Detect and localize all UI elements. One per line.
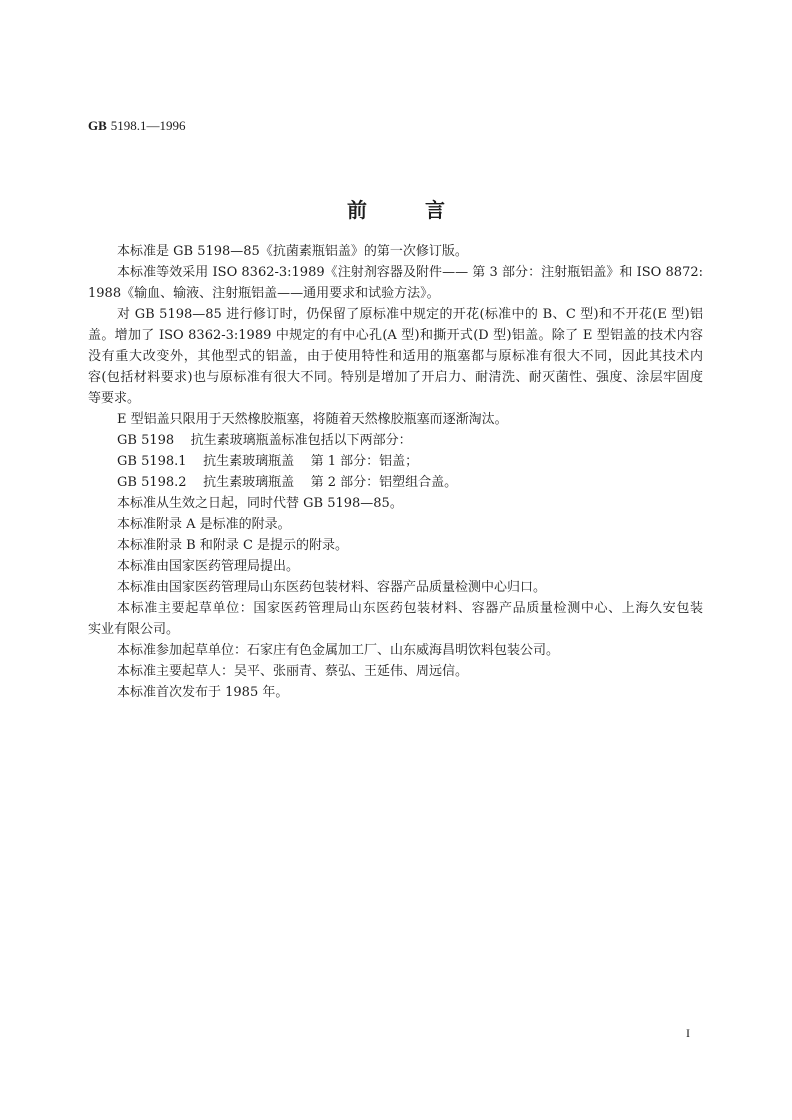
paragraph-line: 本标准等效采用 ISO 8362-3:1989《注射剂容器及附件—— 第 3 部分：注射瓶铝盖》和 ISO 8872: xyxy=(117,265,703,280)
paragraph-line: E 型铝盖只限用于天然橡胶瓶塞，将随着天然橡胶瓶塞而逐渐淘汰。 xyxy=(117,412,508,427)
foreword-body xyxy=(88,241,703,703)
standard-prefix: GB xyxy=(88,118,107,133)
paragraph-line: 本标准由国家医药管理局提出。 xyxy=(117,559,300,574)
page-title: 前言 xyxy=(347,198,503,222)
paragraph xyxy=(88,640,703,661)
paragraph-line: GB 5198.2 抗生素玻璃瓶盖 第 2 部分：铝塑组合盖。 xyxy=(117,475,458,490)
paragraph-line: 本标准是 GB 5198—85《抗菌素瓶铝盖》的第一次修订版。 xyxy=(117,244,468,259)
paragraph-line: 本标准附录 B 和附录 C 是提示的附录。 xyxy=(117,538,349,553)
paragraph xyxy=(88,661,703,682)
paragraph-line: 本标准首次发布于 1985 年。 xyxy=(117,685,289,700)
paragraph xyxy=(88,682,703,703)
paragraph-line: 盖。增加了 ISO 8362-3:1989 中规定的有中心孔(A 型)和撕开式(D 型)铝盖。除了 E 型铝盖的技术内容 xyxy=(88,328,703,343)
paragraph-line: 本标准主要起草单位：国家医药管理局山东医药包装材料、容器产品质量检测中心、上海久安包装 xyxy=(117,601,703,616)
paragraph xyxy=(88,304,703,409)
standard-number: 5198.1—1996 xyxy=(110,118,186,133)
paragraph xyxy=(88,535,703,556)
paragraph xyxy=(88,430,703,451)
paragraph-line: 没有重大改变外，其他型式的铝盖，由于使用特性和适用的瓶塞都与原标准有很大不同，因此其技术内 xyxy=(88,349,703,364)
paragraph xyxy=(88,241,703,262)
paragraph-line: GB 5198.1 抗生素玻璃瓶盖 第 1 部分：铝盖； xyxy=(117,454,419,469)
paragraph-line: 本标准由国家医药管理局山东医药包装材料、容器产品质量检测中心归口。 xyxy=(117,580,547,595)
paragraph-line: 容(包括材料要求)也与原标准有很大不同。特别是增加了开启力、耐清洗、耐灭菌性、强度、涂层牢固度 xyxy=(88,370,703,385)
paragraph xyxy=(88,409,703,430)
paragraph-line: 本标准主要起草人：吴平、张丽青、蔡弘、王延伟、周远信。 xyxy=(117,664,469,679)
paragraph-line: 本标准从生效之日起，同时代替 GB 5198—85。 xyxy=(117,496,403,511)
paragraph xyxy=(88,598,703,640)
paragraph-line: 本标准参加起草单位：石家庄有色金属加工厂、山东威海昌明饮料包装公司。 xyxy=(117,643,560,658)
paragraph xyxy=(88,577,703,598)
paragraph-line: 对 GB 5198—85 进行修订时，仍保留了原标准中规定的开花(标准中的 B、C 型)和不开花(E 型)铝 xyxy=(117,307,703,322)
page-number: I xyxy=(686,1026,690,1040)
paragraph-line: 等要求。 xyxy=(88,391,141,406)
paragraph xyxy=(88,556,703,577)
paragraph-line: 本标准附录 A 是标准的附录。 xyxy=(117,517,291,532)
paragraph-line: 1988《输血、输液、注射瓶铝盖——通用要求和试验方法》。 xyxy=(88,286,440,301)
paragraph-line: GB 5198 抗生素玻璃瓶盖标准包括以下两部分： xyxy=(117,433,412,448)
paragraph xyxy=(88,514,703,535)
paragraph-line: 实业有限公司。 xyxy=(88,622,180,637)
paragraph xyxy=(88,472,703,493)
standard-number-header xyxy=(88,117,186,135)
paragraph xyxy=(88,493,703,514)
paragraph xyxy=(88,451,703,472)
paragraph xyxy=(88,262,703,304)
